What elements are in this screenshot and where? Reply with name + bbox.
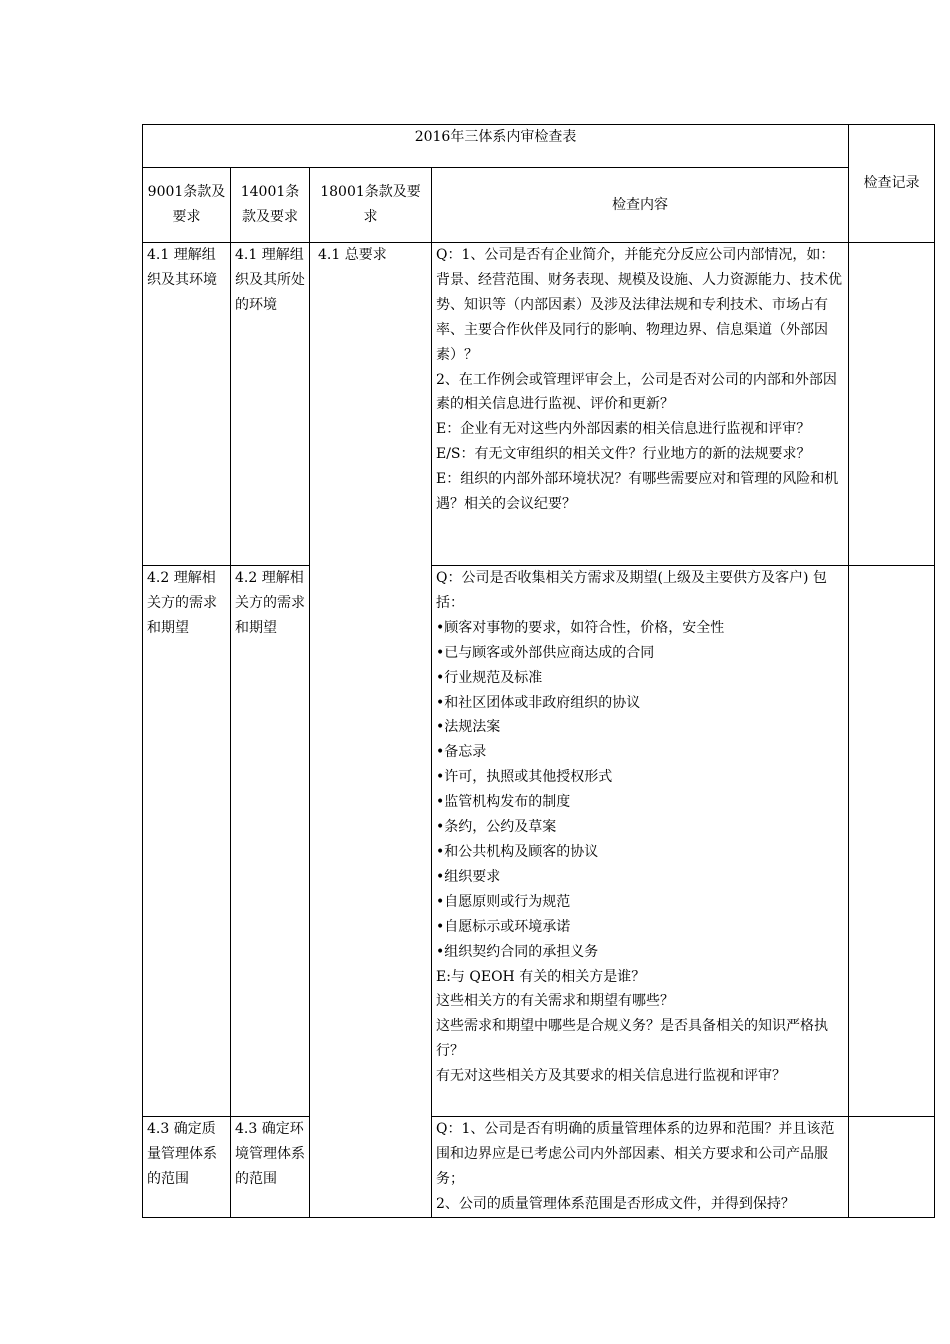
content-line: 有无对这些相关方及其要求的相关信息进行监视和评审？ [436,1068,786,1085]
content-line: 这些需求和期望中哪些是合规义务？是否具备相关的知识严格执行？ [436,1018,828,1060]
content-line: Q：1、公司是否有企业简介，并能充分反应公司内部情况，如：背景、经营范围、财务表现、规模及设施、人力资源能力、技术优势、知识等（内部因素）及涉及法律法规和专利技术、市场占有率、主要合作伙伴及同行的影响、物理边界、信息渠道（外部因素）？ [436,247,842,363]
content-line: •许可，执照或其他授权形式 [436,769,613,786]
check-record [849,566,935,1117]
content-line: •监管机构发布的制度 [436,794,571,811]
content-line: Q：1、公司是否有明确的质量管理体系的边界和范围？并且该范围和边界应是已考虑公司内外部因素、相关方要求和公司产品服务； [436,1121,835,1187]
content-line: •已与顾客或外部供应商达成的合同 [436,644,655,661]
check-content [432,1117,849,1218]
iso9001-header: 9001条款及要求 [143,168,231,243]
table-row [143,1117,935,1218]
iso14001-clause: 4.3 确定环境管理体系的范围 [231,1117,310,1218]
iso9001-clause: 4.2 理解相关方的需求和期望 [143,566,231,1117]
check-content [432,243,849,566]
iso9001-clause: 4.3 确定质量管理体系的范围 [143,1117,231,1218]
content-line: E:与 QEOH 有关的相关方是谁？ [436,968,646,985]
content-line: 2、在工作例会或管理评审会上，公司是否对公司的内部和外部因素的相关信息进行监视、评价和更新？ [436,371,837,413]
content-line: •自愿原则或行为规范 [436,893,571,910]
content-line: Q：公司是否收集相关方需求及期望(上级及主要供方及客户) 包括： [436,570,827,611]
check-content [432,566,849,1117]
content-line: E：企业有无对这些内外部因素的相关信息进行监视和评审？ [436,421,811,438]
title-row [143,125,935,168]
content-line: •组织契约合同的承担义务 [436,943,599,960]
iso14001-header: 14001条款及要求 [231,168,310,243]
content-header: 检查内容 [432,168,849,243]
content-line: •组织要求 [436,868,501,885]
iso9001-clause: 4.1 理解组织及其环境 [143,243,231,566]
ohsas18001-header: 18001条款及要求 [310,168,432,243]
table-row [143,243,935,566]
content-line: E：组织的内部外部环境状况？有哪些需要应对和管理的风险和机遇？相关的会议纪要？ [436,471,839,513]
iso14001-clause: 4.1 理解组织及其所处的环境 [231,243,310,566]
content-line: •自愿标示或环境承诺 [436,918,571,935]
content-line: •法规法案 [436,719,501,736]
content-line: •和公共机构及顾客的协议 [436,843,599,860]
check-record [849,243,935,566]
content-line: •顾客对事物的要求，如符合性，价格，安全性 [436,619,725,636]
header-row [143,168,935,243]
content-line: •行业规范及标准 [436,669,543,686]
content-line: E/S：有无文审组织的相关文件？行业地方的新的法规要求？ [436,446,811,463]
check-record [849,1117,935,1218]
ohsas18001-clause: 4.1 总要求 [310,243,432,1218]
record-header: 检查记录 [849,125,935,243]
content-line: •和社区团体或非政府组织的协议 [436,694,641,711]
content-line: 2、公司的质量管理体系范围是否形成文件，并得到保持？ [436,1195,795,1212]
content-line: 这些相关方的有关需求和期望有哪些？ [436,993,674,1010]
table-row [143,566,935,1117]
content-line: •备忘录 [436,744,487,761]
table-title: 2016年三体系内审检查表 [143,125,849,168]
iso14001-clause: 4.2 理解相关方的需求和期望 [231,566,310,1117]
audit-checklist-table [142,124,935,1218]
content-line: •条约，公约及草案 [436,819,557,836]
